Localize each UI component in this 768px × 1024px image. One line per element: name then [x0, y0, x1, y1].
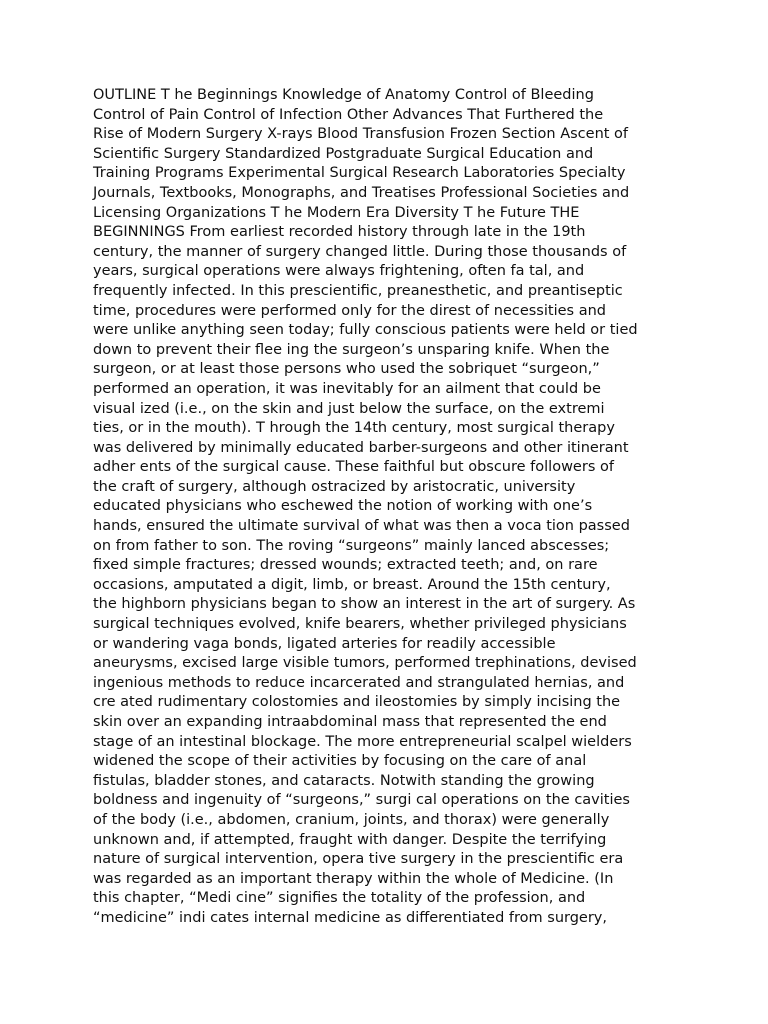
text-line: skin over an expanding intraabdominal mass that represented the end [93, 714, 607, 730]
text-line: were unlike anything seen today; fully conscious patients were held or tied [93, 322, 638, 339]
text-line: stage of an intestinal blockage. The more entrepreneurial scalpel wielders [93, 733, 632, 750]
text-line: down to prevent their flee ing the surgeon’s unsparing knife. When the [93, 341, 610, 358]
text-line: widened the scope of their activities by focusing on the care of anal [93, 753, 587, 770]
text-line: was delivered by minimally educated barber-surgeons and other itinerant [93, 439, 629, 456]
text-line: Rise of Modern Surgery X-rays Blood Transfusion Frozen Section Ascent of [93, 126, 629, 143]
text-line: “medicine” indi cates internal medicine as differentiated from surgery, [93, 909, 607, 926]
text-line: fistulas, bladder stones, and cataracts. Notwith standing the growing [93, 772, 595, 789]
text-line: on from father to son. The roving “surgeons” mainly lanced abscesses; [93, 537, 610, 554]
text-line: Licensing Organizations T he Modern Era Diversity T he Future THE [93, 204, 580, 221]
text-line: fixed simple fractures; dressed wounds; extracted teeth; and, on rare [93, 557, 598, 574]
text-line: Control of Pain Control of Infection Other Advances That Furthered the [93, 106, 604, 123]
text-line: visual ized (i.e., on the skin and just below the surface, on the extremi [93, 400, 605, 417]
text-line: the highborn physicians began to show an interest in the art of surgery. As [93, 596, 636, 613]
text-line: performed an operation, it was inevitably for an ailment that could be [93, 380, 601, 397]
text-line: Journals, Textbooks, Monographs, and Treatises Professional Societies and [93, 184, 630, 201]
text-line: Scientific Surgery Standardized Postgraduate Surgical Education and [93, 145, 594, 162]
text-line: surgeon, or at least those persons who used the sobriquet “surgeon,” [93, 361, 600, 378]
text-line: ingenious methods to reduce incarcerated and strangulated hernias, and [93, 674, 625, 691]
text-line: boldness and ingenuity of “surgeons,” surgi cal operations on the cavities [93, 792, 630, 809]
text-line: was regarded as an important therapy within the whole of Medicine. (In [93, 870, 614, 887]
text-line: frequently infected. In this prescientific, preanesthetic, and preantiseptic [93, 282, 623, 299]
text-line: OUTLINE T he Beginnings Knowledge of Anatomy Control of Bleeding [93, 87, 594, 103]
text-line: surgical techniques evolved, knife bearers, whether privileged physicians [93, 616, 627, 633]
text-line: time, procedures were performed only for the direst of necessities and [93, 302, 606, 319]
text-line: Training Programs Experimental Surgical Research Laboratories Specialty [93, 165, 626, 182]
text-line: or wandering vaga bonds, ligated arteries for readily accessible [93, 635, 556, 652]
text-line: cre ated rudimentary colostomies and ileostomies by simply incising the [93, 694, 621, 711]
text-line: BEGINNINGS From earliest recorded history through late in the 19th [93, 224, 586, 241]
text-line: adher ents of the surgical cause. These faithful but obscure followers of [93, 459, 614, 476]
text-line: unknown and, if attempted, fraught with danger. Despite the terrifying [93, 831, 607, 848]
text-line: aneurysms, excised large visible tumors, performed trephinations, devised [93, 655, 637, 672]
text-line: of the body (i.e., abdomen, cranium, joints, and thorax) were generally [93, 811, 610, 828]
text-line: hands, ensured the ultimate survival of what was then a voca tion passed [93, 518, 630, 535]
text-line: educated physicians who eschewed the notion of working with one’s [93, 498, 593, 515]
text-line: century, the manner of surgery changed little. During those thousands of [93, 243, 627, 260]
text-line: years, surgical operations were always frightening, often fa tal, and [93, 263, 585, 280]
text-line: nature of surgical intervention, opera tive surgery in the prescientific era [93, 851, 624, 868]
text-line: the craft of surgery, although ostracized by aristocratic, university [93, 478, 576, 495]
text-line: this chapter, “Medi cine” signifies the totality of the profession, and [93, 890, 586, 907]
text-line: ties, or in the mouth). T hrough the 14th century, most surgical therapy [93, 420, 615, 437]
document-page [93, 86, 683, 929]
text-line: occasions, amputated a digit, limb, or breast. Around the 15th century, [93, 576, 611, 593]
